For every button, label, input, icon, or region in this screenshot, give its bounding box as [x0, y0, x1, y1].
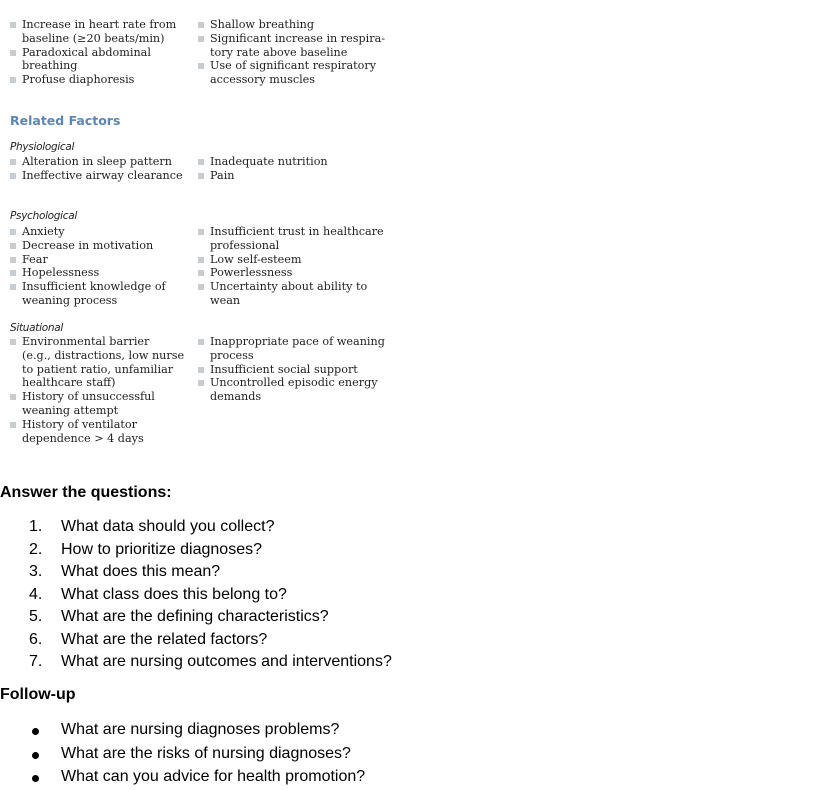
list-item: Fear	[9, 253, 166, 267]
psychological-label: Psychological	[10, 210, 78, 222]
list-item: 1. What data should you collect?	[29, 518, 275, 535]
list-item: 6. What are the related factors?	[29, 630, 268, 648]
square-bullet-icon	[10, 159, 16, 165]
list-item: Uncontrolled episodic energy demands	[197, 376, 385, 404]
list-item: Alteration in sleep pattern	[9, 155, 183, 169]
list-item: Inappropriate pace of weaning process	[197, 335, 385, 363]
list-item: Paradoxical abdominal breathing	[9, 46, 176, 74]
list-item: Uncertainty about ability to wean	[197, 280, 384, 308]
square-bullet-icon	[10, 22, 16, 28]
list-item: Decrease in motivation	[9, 239, 166, 253]
square-bullet-icon	[198, 270, 204, 276]
list-item: 5. What are the defining characteristics?	[29, 608, 329, 625]
square-bullet-icon	[10, 243, 16, 249]
bullet-dot-icon	[32, 775, 39, 782]
list-item: Ineffective airway clearance	[9, 169, 183, 183]
square-bullet-icon	[10, 257, 16, 263]
physiological-right	[197, 155, 328, 183]
square-bullet-icon	[10, 339, 16, 345]
list-item: Inadequate nutrition	[197, 155, 328, 169]
square-bullet-icon	[10, 284, 16, 290]
physiological-left	[9, 155, 183, 183]
square-bullet-icon	[198, 284, 204, 290]
questions-list	[0, 516, 392, 674]
list-item: Hopelessness	[9, 266, 166, 280]
situational-left	[9, 335, 184, 445]
questions-heading: Answer the questions:	[0, 484, 172, 501]
list-item: Insufficient knowledge of weaning process	[9, 280, 166, 308]
list-item: Increase in heart rate from baseline (≥20 beats/min)	[9, 18, 176, 46]
list-item: Significant increase in respira- tory rate above baseline	[197, 32, 385, 60]
psychological-right	[197, 225, 384, 308]
square-bullet-icon	[10, 270, 16, 276]
square-bullet-icon	[10, 50, 16, 56]
related-factors-title: Related Factors	[10, 113, 121, 128]
square-bullet-icon	[198, 22, 204, 28]
square-bullet-icon	[198, 159, 204, 165]
list-item: Insufficient trust in healthcare professional	[197, 225, 384, 253]
list-item: Pain	[197, 169, 328, 183]
list-item: Insufficient social support	[197, 363, 385, 377]
list-item: What can you advice for health promotion?	[0, 766, 365, 790]
list-item: History of ventilator dependence > 4 days	[9, 418, 184, 446]
list-item: What are the risks of nursing diagnoses?	[0, 743, 365, 767]
square-bullet-icon	[198, 173, 204, 179]
square-bullet-icon	[10, 173, 16, 179]
followup-list	[0, 719, 365, 790]
list-item: Profuse diaphoresis	[9, 73, 176, 87]
square-bullet-icon	[198, 380, 204, 386]
followup-heading: Follow-up	[0, 686, 76, 703]
psychological-left	[9, 225, 166, 308]
square-bullet-icon	[198, 339, 204, 345]
list-item: Powerlessness	[197, 266, 384, 280]
list-item: History of unsuccessful weaning attempt	[9, 390, 184, 418]
physiological-label: Physiological	[10, 141, 75, 153]
situational-label: Situational	[10, 322, 63, 334]
square-bullet-icon	[198, 63, 204, 69]
square-bullet-icon	[198, 257, 204, 263]
bullet-dot-icon	[32, 728, 39, 735]
situational-right	[197, 335, 385, 404]
defining-characteristics-right	[197, 18, 385, 87]
square-bullet-icon	[10, 422, 16, 428]
list-item: Environmental barrier (e.g., distractions, low nurse to patient ratio, unfamiliar healthcare staff)	[9, 335, 184, 390]
square-bullet-icon	[198, 367, 204, 373]
defining-characteristics-left	[9, 18, 176, 87]
list-item: Anxiety	[9, 225, 166, 239]
list-item: 3. What does this mean?	[29, 563, 221, 580]
square-bullet-icon	[10, 394, 16, 400]
list-item: 7. What are nursing outcomes and interventions?	[29, 653, 392, 670]
square-bullet-icon	[198, 36, 204, 42]
square-bullet-icon	[10, 229, 16, 235]
list-item: 2. How to prioritize diagnoses?	[29, 540, 262, 558]
bullet-dot-icon	[32, 752, 39, 759]
list-item: Shallow breathing	[197, 18, 385, 32]
list-item: Use of significant respiratory accessory muscles	[197, 59, 385, 87]
list-item: What are nursing diagnoses problems?	[0, 719, 365, 743]
list-item: Low self-esteem	[197, 253, 384, 267]
list-item: 4. What class does this belong to?	[29, 585, 287, 603]
square-bullet-icon	[10, 77, 16, 83]
square-bullet-icon	[198, 229, 204, 235]
